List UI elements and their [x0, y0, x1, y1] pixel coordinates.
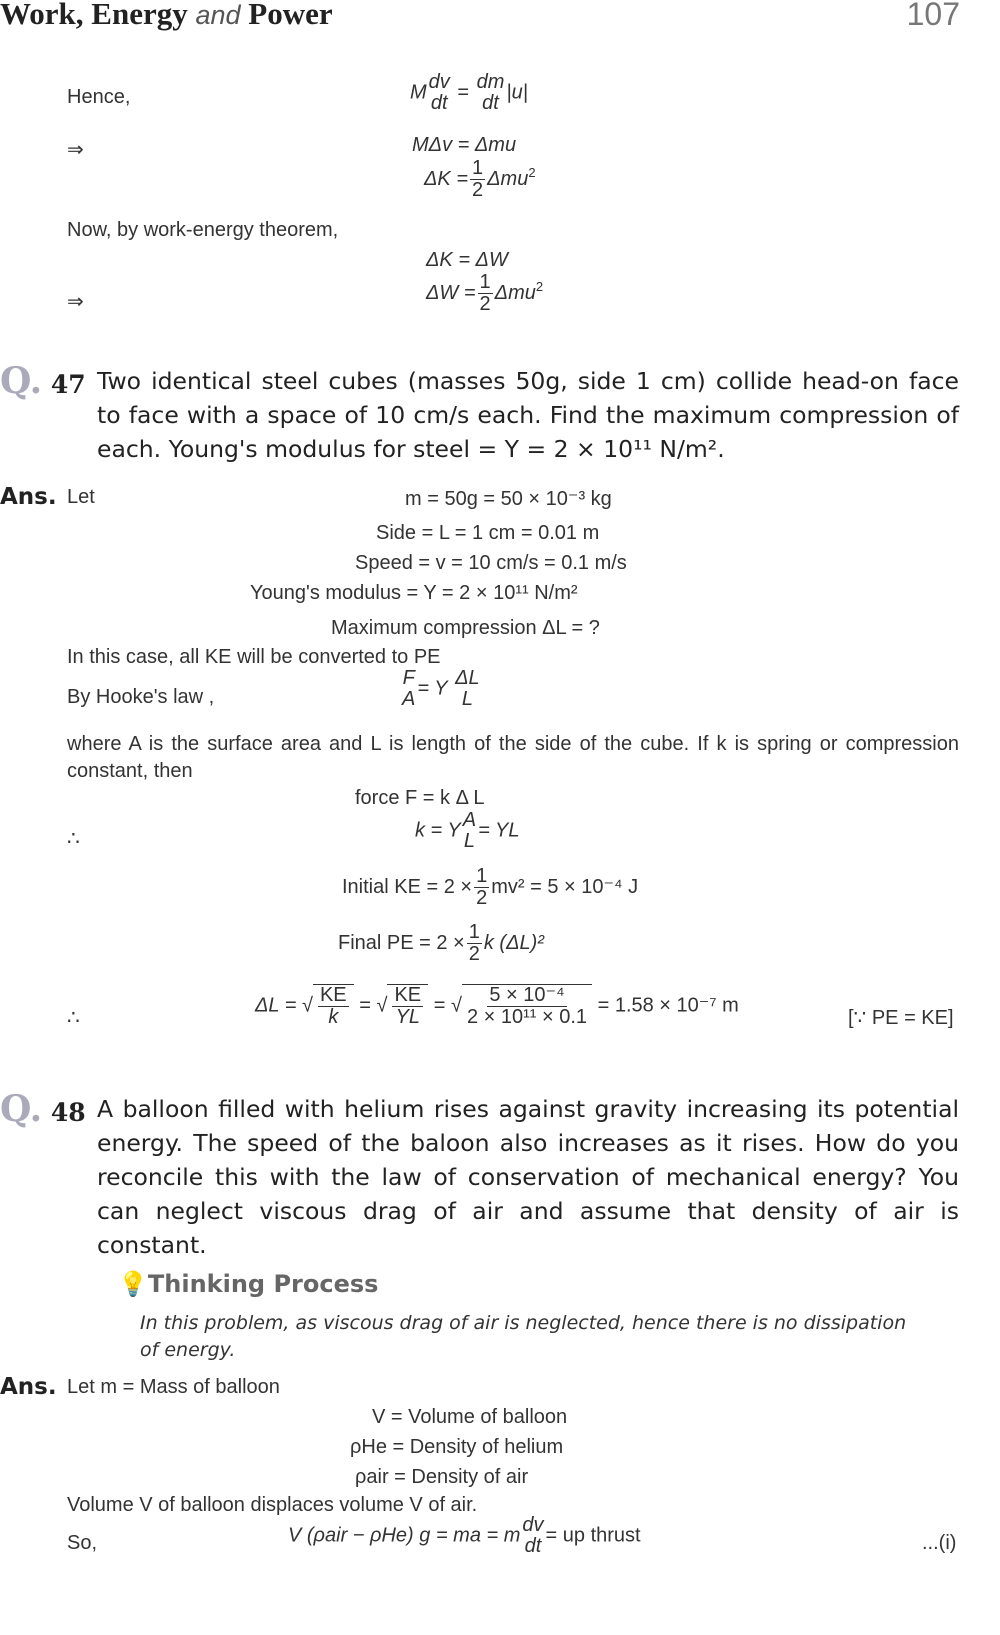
mass-definition: Let m = Mass of balloon — [67, 1376, 280, 1398]
implies-symbol: ⇒ — [67, 139, 84, 161]
hence-label: Hence, — [67, 86, 131, 108]
equation-1: M dv dt = dm dt |u| — [410, 71, 528, 114]
thinking-process-heading: 💡Thinking Process — [118, 1270, 379, 1298]
ke-to-pe-text: In this case, all KE will be converted to PE — [67, 646, 441, 668]
force-equation: force F = k Δ L — [355, 787, 485, 809]
equation-3: ΔK = $\frac{1}{2}$ Δmu$^2$ — [424, 157, 536, 201]
let-label: Let — [67, 486, 95, 508]
helium-density-definition: ρHe = Density of helium — [350, 1436, 564, 1458]
max-compression: Maximum compression ΔL = ? — [331, 617, 600, 639]
answer-label: Ans. — [0, 1374, 57, 1400]
hooke-equation: F A = Y ΔL L — [402, 667, 480, 710]
reason-note: [∵ PE = KE] — [848, 1007, 954, 1029]
thinking-process-text: In this problem, as viscous drag of air is neglected, hence there is no dissipation of energy. — [140, 1312, 907, 1361]
final-pe-equation: Final PE = 2 × $\frac{1}{2}$ k (ΔL)² — [338, 921, 544, 965]
implies-symbol: ⇒ — [67, 291, 84, 313]
given-mass: m = 50g = 50 × 10⁻³ kg — [405, 488, 612, 510]
displacement-text: Volume V of balloon displaces volume V of air. — [67, 1494, 478, 1516]
page-number: 107 — [906, 0, 960, 32]
therefore-symbol: ∴ — [67, 828, 80, 850]
given-speed: Speed = v = 10 cm/s = 0.1 m/s — [355, 552, 627, 574]
volume-definition: V = Volume of balloon — [372, 1406, 568, 1428]
work-energy-text: Now, by work-energy theorem, — [67, 219, 339, 241]
delta-l-equation: ΔL = √ $\frac{KE}{k}$ = √ $\frac{KE}{YL}$ = √ $\frac{\text{5 × 10⁻⁴}}{\text{2 × 10¹¹ × 0.1}}$ = 1.58 × 10⁻⁷ m — [255, 984, 739, 1028]
answer-label: Ans. — [0, 484, 57, 510]
equation-5: ΔW = $\frac{1}{2}$ Δmu$^2$ — [426, 271, 544, 315]
question-47 — [0, 360, 1000, 474]
equation-tag: ...(i) — [922, 1532, 957, 1554]
question-text: A balloon filled with helium rises against gravity increasing its potential energy. The speed of the baloon also increases as it rises. How do you reconcile this with the law of conservation of mechanical energy? You can neglect viscous drag of air and assume that density of air is constant. — [97, 1095, 959, 1259]
so-label: So, — [67, 1532, 98, 1554]
where-text: where A is the surface area and L is length of the side of the cube. If k is spring or compression constant, then — [67, 733, 959, 782]
air-density-definition: ρair = Density of air — [355, 1466, 529, 1488]
k-equation: k = Y A L = YL — [415, 809, 520, 852]
therefore-symbol: ∴ — [67, 1007, 80, 1029]
chapter-title: Work, Energy and Power — [0, 0, 333, 31]
given-youngs-modulus: Young's modulus = Y = 2 × 10¹¹ N/m² — [250, 582, 578, 604]
lightbulb-icon: 💡 — [118, 1270, 148, 1298]
thrust-equation: V (ρair − ρHe) g = ma = m dv dt = up thrust — [288, 1514, 641, 1557]
equation-4: ΔK = ΔW — [426, 249, 508, 271]
question-text: Two identical steel cubes (masses 50g, side 1 cm) collide head-on face to face with a space of 10 cm/s each. Find the maximum compression of each. Young's modulus for steel = Y = 2 × 10¹¹ N/m². — [97, 367, 959, 463]
question-number: Q. 47 — [0, 360, 86, 402]
question-number: Q. 48 — [0, 1088, 86, 1130]
given-side: Side = L = 1 cm = 0.01 m — [376, 522, 600, 544]
hooke-label: By Hooke's law , — [67, 686, 215, 708]
question-48 — [0, 1088, 1000, 1262]
initial-ke-equation: Initial KE = 2 × $\frac{1}{2}$ mv² = 5 × 10⁻⁴ J — [342, 865, 639, 909]
equation-2: MΔv = Δmu — [412, 134, 517, 156]
